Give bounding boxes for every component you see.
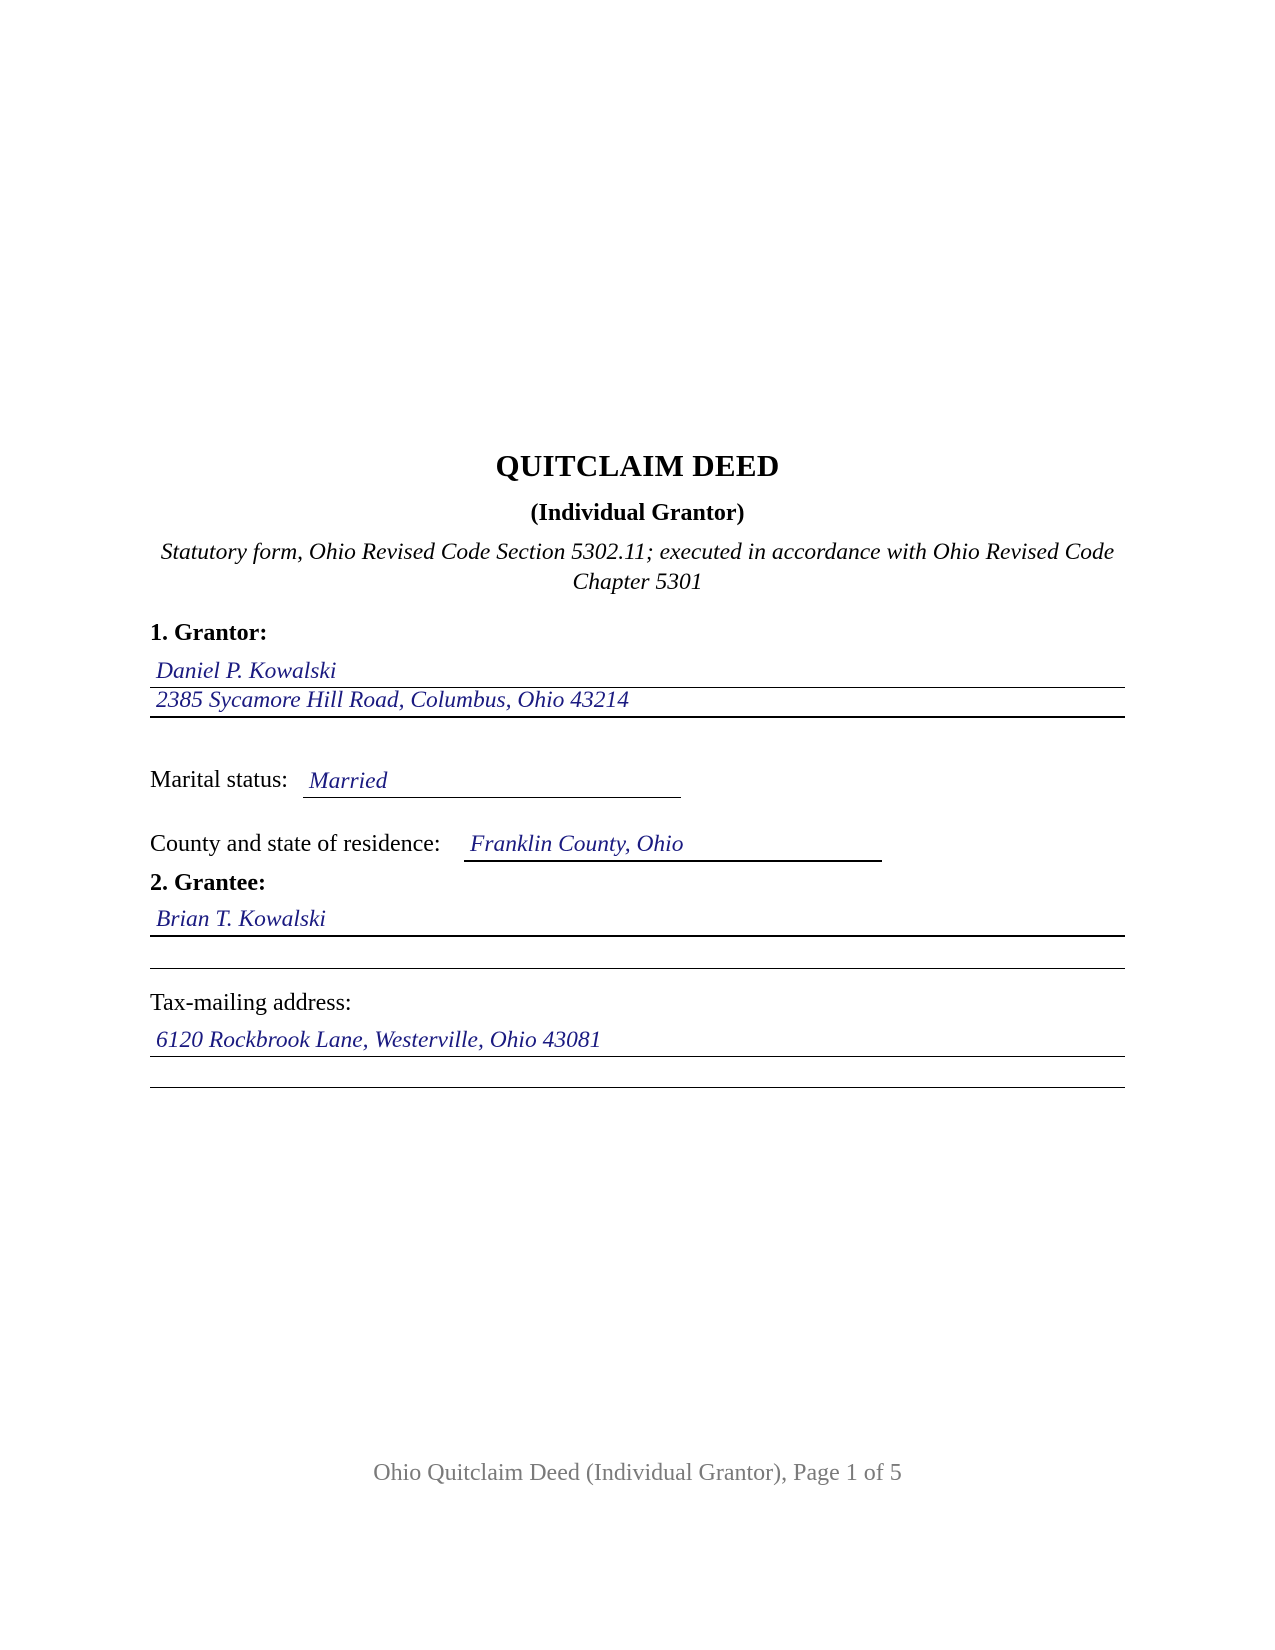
tax-mailing-label: Tax-mailing address: xyxy=(150,990,352,1016)
statute-reference: Statutory form, Ohio Revised Code Section 5302.11; executed in accordance with Ohio Revised Code Chapter 5301 xyxy=(160,539,1115,595)
county-residence-label: County and state of residence: xyxy=(150,831,441,857)
county-residence-field[interactable] xyxy=(464,832,882,862)
marital-status-value: Married xyxy=(309,768,388,794)
grantor-heading: 1. Grantor: xyxy=(150,620,268,646)
grantee-heading: 2. Grantee: xyxy=(150,870,266,896)
grantee-name-line2-field[interactable] xyxy=(150,939,1125,969)
tax-mailing-address-field[interactable] xyxy=(150,1027,1125,1057)
grantor-name-value: Daniel P. Kowalski xyxy=(156,658,337,684)
tax-mailing-address-value: 6120 Rockbrook Lane, Westerville, Ohio 43081 xyxy=(156,1027,602,1053)
document-subtitle: (Individual Grantor) xyxy=(530,500,745,526)
marital-status-field[interactable] xyxy=(303,768,681,798)
county-residence-value: Franklin County, Ohio xyxy=(470,831,684,857)
grantor-name-field[interactable] xyxy=(150,658,1125,688)
grantee-name-field[interactable] xyxy=(150,907,1125,937)
grantee-name-value: Brian T. Kowalski xyxy=(156,906,326,932)
grantor-address-field[interactable] xyxy=(150,688,1125,718)
grantor-address-value: 2385 Sycamore Hill Road, Columbus, Ohio 43214 xyxy=(156,687,630,713)
tax-mailing-line2-field[interactable] xyxy=(150,1058,1125,1088)
marital-status-label: Marital status: xyxy=(150,767,288,793)
page-footer: Ohio Quitclaim Deed (Individual Grantor), Page 1 of 5 xyxy=(373,1460,902,1486)
document-title: QUITCLAIM DEED xyxy=(495,448,780,483)
